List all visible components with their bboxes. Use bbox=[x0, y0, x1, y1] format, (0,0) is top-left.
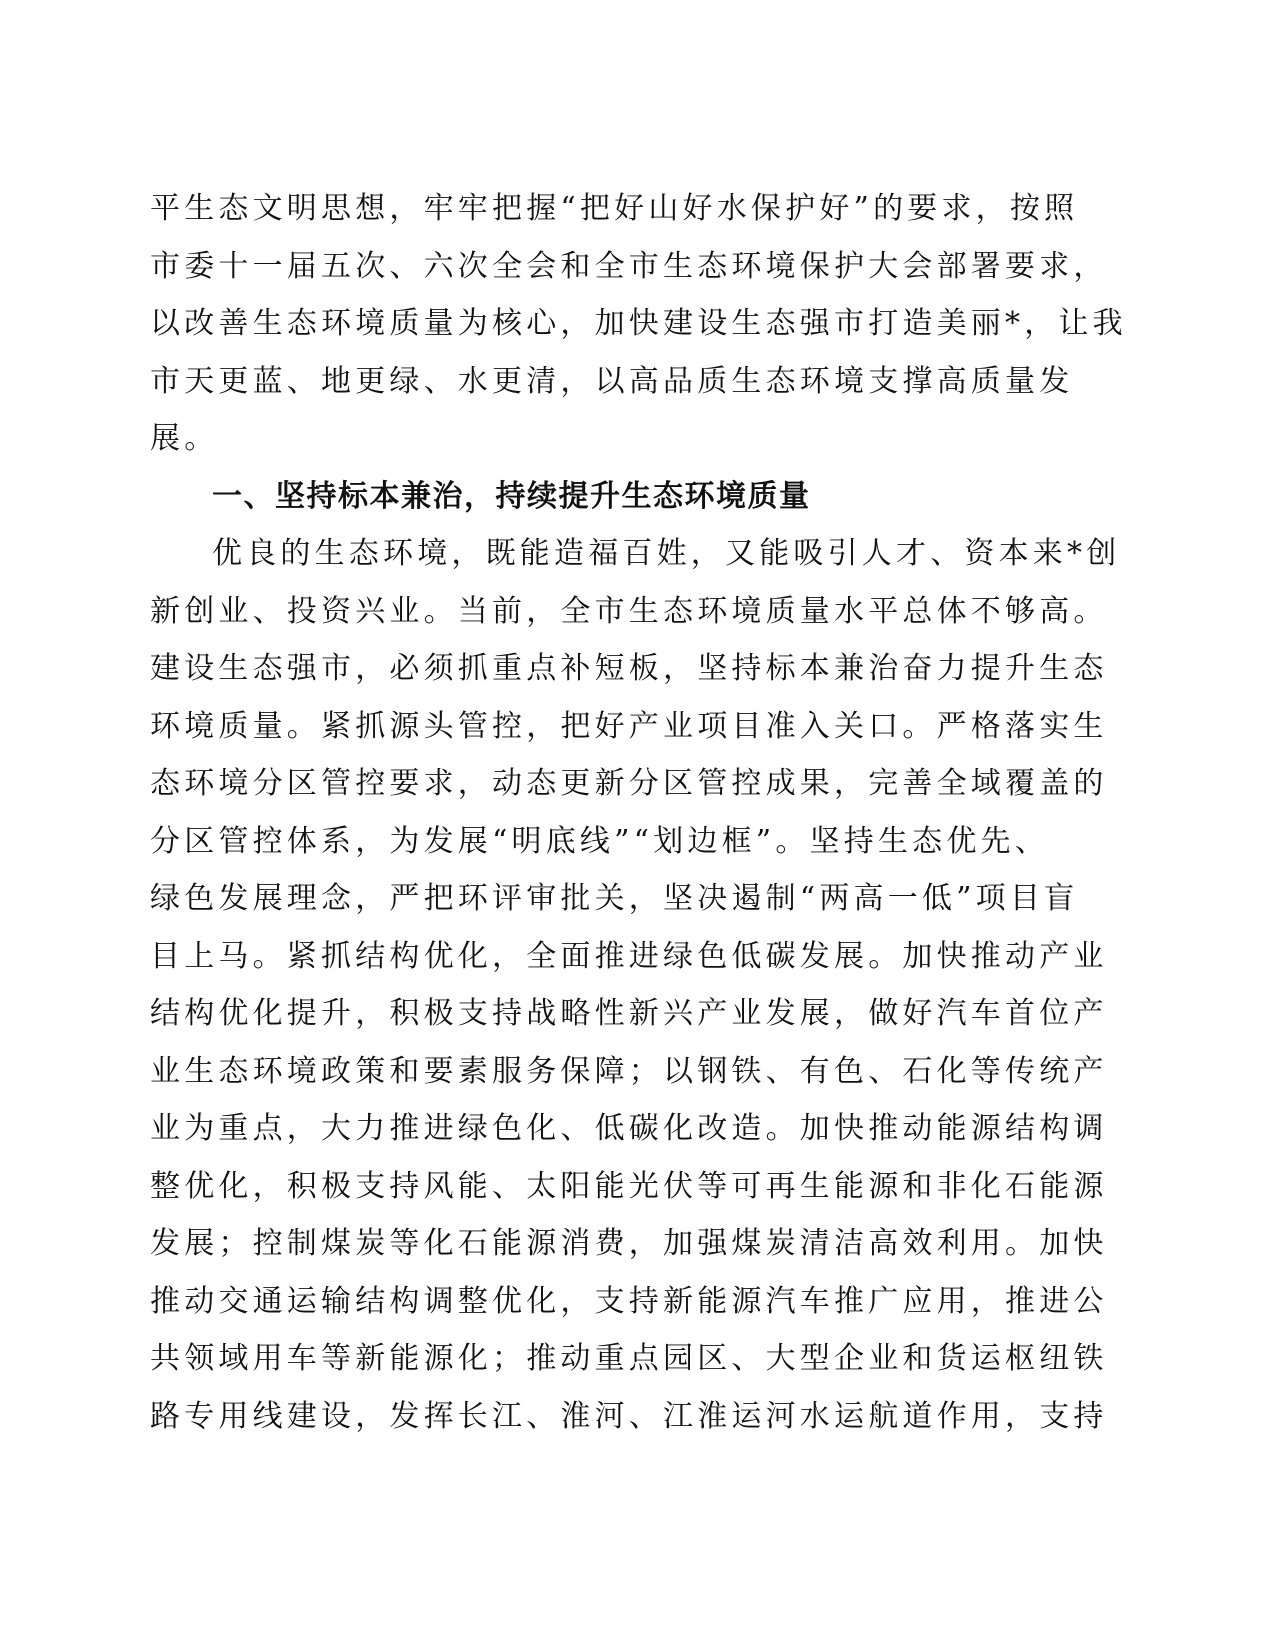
body-line: 绿色发展理念，严把环评审批关，坚决遏制“两高一低”项目盲 bbox=[150, 881, 1079, 916]
intro-line: 以改善生态环境质量为核心，加快建设生态强市打造美丽*，让我 bbox=[150, 306, 1127, 341]
document-body bbox=[150, 180, 1127, 1445]
body-line: 业为重点，大力推进绿色化、低碳化改造。加快推动能源结构调 bbox=[150, 1111, 1108, 1146]
body-line: 业生态环境政策和要素服务保障；以钢铁、有色、石化等传统产 bbox=[150, 1053, 1108, 1089]
body-line: 新创业、投资兴业。当前，全市生态环境质量水平总体不够高。 bbox=[150, 593, 1108, 629]
body-line: 态环境分区管控要求，动态更新分区管控成果，完善全域覆盖的 bbox=[150, 766, 1108, 801]
intro-line: 市天更蓝、地更绿、水更清，以高品质生态环境支撑高质量发 bbox=[150, 363, 1074, 399]
body-line: 结构优化提升，积极支持战略性新兴产业发展，做好汽车首位产 bbox=[150, 996, 1108, 1031]
body-line: 环境质量。紧抓源头管控，把好产业项目准入关口。严格落实生 bbox=[150, 708, 1108, 744]
intro-line: 展。 bbox=[150, 421, 219, 456]
body-line: 整优化，积极支持风能、太阳能光伏等可再生能源和非化石能源 bbox=[150, 1168, 1108, 1204]
body-line: 共领域用车等新能源化；推动重点园区、大型企业和货运枢纽铁 bbox=[150, 1341, 1108, 1376]
intro-line: 市委十一届五次、六次全会和全市生态环境保护大会部署要求， bbox=[150, 248, 1108, 284]
body-line: 目上马。紧抓结构优化，全面推进绿色低碳发展。加快推动产业 bbox=[150, 938, 1108, 974]
body-line: 建设生态强市，必须抓重点补短板，坚持标本兼治奋力提升生态 bbox=[150, 651, 1108, 686]
body-line: 发展；控制煤炭等化石能源消费，加强煤炭清洁高效利用。加快 bbox=[150, 1226, 1108, 1261]
intro-line: 平生态文明思想，牢牢把握“把好山好水保护好”的要求，按照 bbox=[150, 191, 1079, 226]
body-line: 分区管控体系，为发展“明底线”“划边框”。坚持生态优先、 bbox=[150, 823, 1049, 859]
section-heading: 一、坚持标本兼治，持续提升生态环境质量 bbox=[212, 478, 811, 514]
body-line: 路专用线建设，发挥长江、淮河、江淮运河水运航道作用，支持 bbox=[150, 1398, 1108, 1434]
body-line: 推动交通运输结构调整优化，支持新能源汽车推广应用，推进公 bbox=[150, 1283, 1108, 1319]
body-line: 优良的生态环境，既能造福百姓，又能吸引人才、资本来*创 bbox=[212, 536, 1121, 571]
